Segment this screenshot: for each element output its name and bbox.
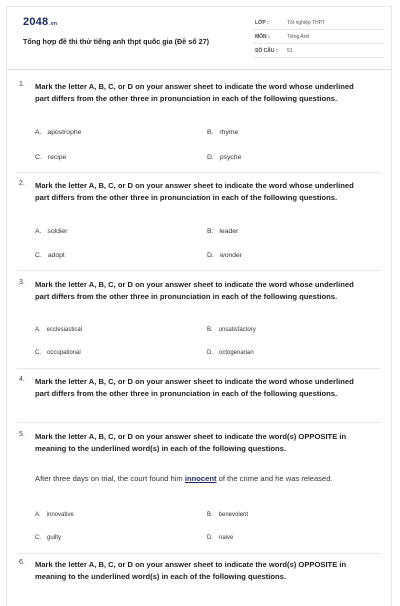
option-letter: A. bbox=[35, 327, 41, 333]
q1-option-b[interactable] bbox=[207, 129, 238, 136]
question-text: Mark the letter A, B, C, or D on your answer sheet to indicate the word whose underlined part differs from the other three in pronunciation in each of the following questions. bbox=[35, 280, 354, 301]
option-word: adopt bbox=[47, 252, 65, 259]
question-text: Mark the letter A, B, C, or D on your answer sheet to indicate the word(s) OPPOSITE in meaning to the underlined word(s) in each of the following questions. bbox=[35, 560, 347, 581]
option-letter: A. bbox=[35, 512, 41, 518]
q5-option-b[interactable] bbox=[207, 512, 248, 518]
option-word: octogenarian bbox=[219, 350, 254, 356]
option-word: psyche bbox=[219, 154, 242, 161]
q2-option-b[interactable] bbox=[207, 228, 238, 235]
option-word: soldier bbox=[47, 228, 68, 235]
question-number: 4. bbox=[19, 376, 25, 383]
brand-logo[interactable] bbox=[23, 16, 57, 28]
meta-class-value: Tốt nghiệp THPT bbox=[287, 20, 325, 26]
option-letter: C. bbox=[35, 350, 41, 356]
divider bbox=[17, 270, 381, 271]
option-letter: C. bbox=[35, 154, 42, 161]
meta-count-row bbox=[253, 45, 385, 58]
option-word: unsatisfactory bbox=[218, 327, 256, 333]
option-letter: C. bbox=[35, 535, 41, 541]
option-letter: B. bbox=[207, 327, 213, 333]
q2-option-d[interactable] bbox=[207, 252, 242, 259]
q2-option-c[interactable] bbox=[35, 252, 65, 259]
option-word: guilty bbox=[47, 535, 62, 541]
option-word: benevolent bbox=[218, 512, 249, 518]
divider bbox=[17, 172, 381, 173]
q3-option-b[interactable] bbox=[207, 327, 256, 333]
q5-option-a[interactable] bbox=[35, 512, 74, 518]
brand-name: 2048 bbox=[23, 16, 49, 28]
option-word: apostrophe bbox=[47, 129, 82, 136]
option-letter: D. bbox=[207, 252, 214, 259]
brand-suffix: .vn bbox=[49, 21, 58, 27]
meta-class-key: LỚP : bbox=[255, 20, 269, 26]
meta-subject-row bbox=[253, 31, 385, 44]
question-number: 3. bbox=[19, 279, 25, 286]
question-number: 2. bbox=[19, 180, 25, 187]
q1-option-a[interactable] bbox=[35, 129, 81, 136]
divider bbox=[17, 368, 381, 369]
divider bbox=[17, 422, 381, 423]
option-word: innovative bbox=[46, 512, 74, 518]
q2-option-a[interactable] bbox=[35, 228, 67, 235]
option-word: wonder bbox=[219, 252, 243, 259]
question-text: Mark the letter A, B, C, or D on your answer sheet to indicate the word whose underlined part differs from the other three in pronunciation in each of the following questions. bbox=[35, 377, 354, 398]
option-letter: B. bbox=[207, 512, 213, 518]
meta-subject-value: Tiếng Anh bbox=[287, 34, 310, 40]
option-word: naive bbox=[219, 535, 234, 541]
option-letter: D. bbox=[207, 535, 213, 541]
question-number: 5. bbox=[19, 431, 25, 438]
q5-option-d[interactable] bbox=[207, 535, 233, 541]
option-letter: D. bbox=[207, 154, 214, 161]
question-text: Mark the letter A, B, C, or D on your answer sheet to indicate the word(s) OPPOSITE in meaning to the underlined word(s) in each of the following questions. bbox=[35, 432, 347, 453]
option-letter: D. bbox=[207, 350, 213, 356]
question-number: 1. bbox=[19, 81, 25, 88]
page-title: Tổng hợp đề thi thử tiếng anh thpt quốc gia (Đề số 27) bbox=[23, 37, 209, 46]
q5-option-c[interactable] bbox=[35, 535, 61, 541]
passage-text-after: of the crime and he was released. bbox=[216, 474, 333, 483]
q3-option-a[interactable] bbox=[35, 327, 82, 333]
q1-option-d[interactable] bbox=[207, 154, 241, 161]
divider bbox=[17, 553, 381, 554]
underlined-keyword: innocent bbox=[184, 474, 217, 483]
option-letter: B. bbox=[207, 228, 214, 235]
option-word: recipe bbox=[47, 154, 67, 161]
option-letter: C. bbox=[35, 252, 42, 259]
option-word: leader bbox=[219, 228, 239, 235]
meta-count-key: SỐ CÂU : bbox=[255, 48, 278, 54]
q3-option-c[interactable] bbox=[35, 350, 81, 356]
option-letter: A. bbox=[35, 228, 42, 235]
exam-page bbox=[6, 6, 392, 606]
option-word: occupational bbox=[47, 350, 81, 356]
q3-option-d[interactable] bbox=[207, 350, 254, 356]
option-letter: A. bbox=[35, 129, 42, 136]
meta-count-value: 51 bbox=[287, 48, 293, 54]
question-text: Mark the letter A, B, C, or D on your answer sheet to indicate the word whose underlined part differs from the other three in pronunciation in each of the following questions. bbox=[35, 82, 354, 103]
option-word: ecclesiastical bbox=[46, 327, 83, 333]
q1-option-c[interactable] bbox=[35, 154, 66, 161]
meta-subject-key: MÔN : bbox=[255, 34, 270, 40]
option-letter: B. bbox=[207, 129, 214, 136]
passage-text-before: After three days on trial, the court found him bbox=[35, 474, 185, 483]
meta-class-row bbox=[253, 17, 385, 30]
question-text: Mark the letter A, B, C, or D on your answer sheet to indicate the word whose underlined part differs from the other three in pronunciation in each of the following questions. bbox=[35, 181, 354, 202]
option-word: rhyme bbox=[219, 129, 239, 136]
question-number: 6. bbox=[19, 559, 25, 566]
page-header bbox=[7, 7, 391, 70]
question-passage bbox=[35, 473, 371, 485]
